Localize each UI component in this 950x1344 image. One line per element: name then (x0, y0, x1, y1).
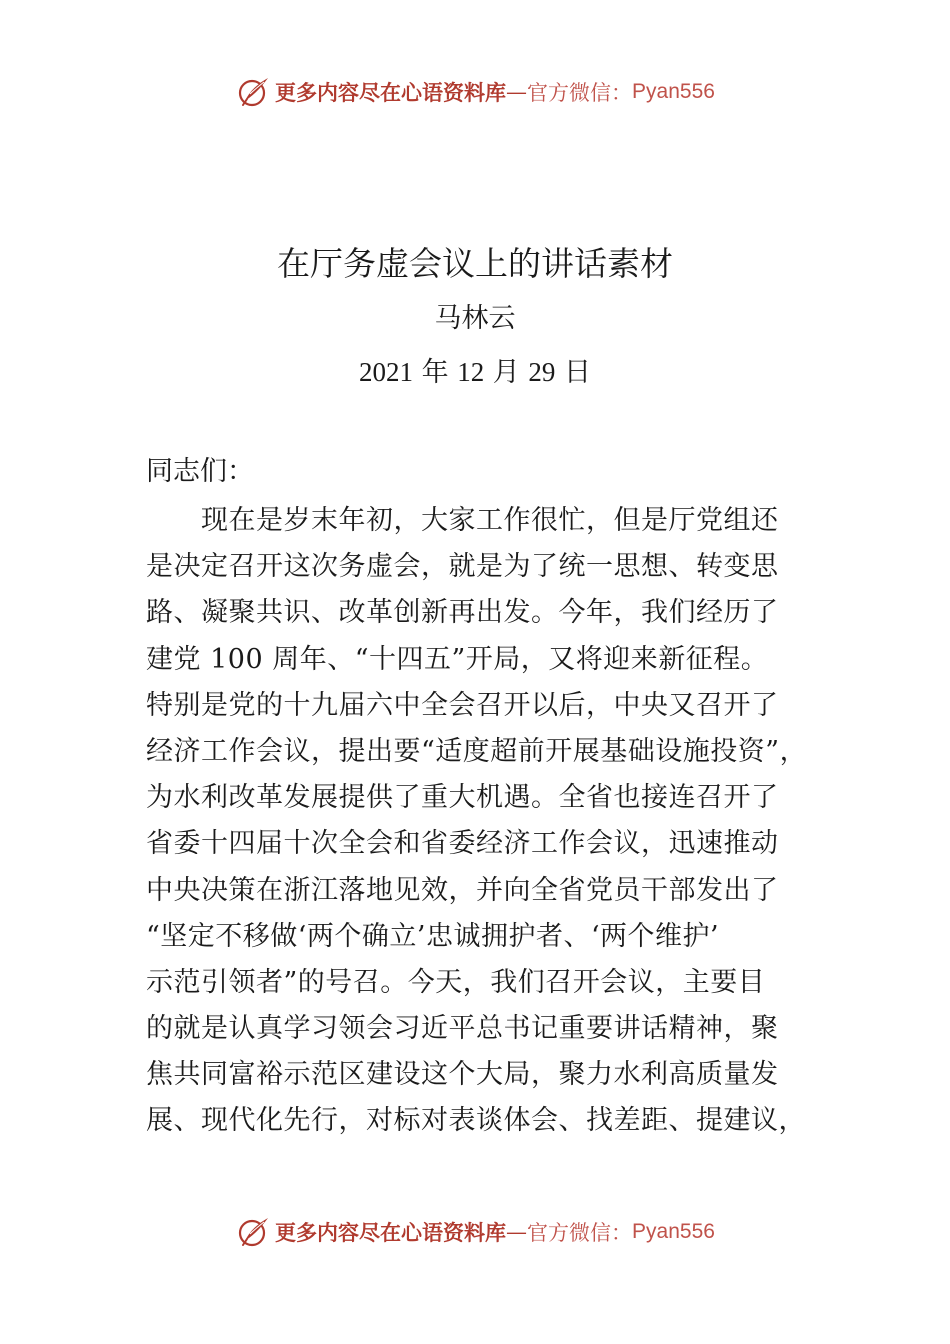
quill-pen-icon (235, 1214, 271, 1250)
date-month-unit: 月 (492, 357, 520, 388)
body-line: “坚定不移做‘两个确立’忠诚拥护者、‘两个维护’ (146, 920, 720, 952)
body-line: 示范引领者”的号召。今天，我们召开会议，主要目 (146, 966, 766, 998)
footer-watermark (0, 1210, 950, 1254)
body-line: 省委十四届十次全会和省委经济工作会议，迅速推动 (146, 828, 779, 860)
body-line: 现在是岁末年初，大家工作很忙，但是厅党组还 (146, 505, 779, 536)
body-line: 焦共同富裕示范区建设这个大局，聚力水利高质量发 (146, 1059, 779, 1091)
body-line: 展、现代化先行，对标对表谈体会、找差距、提建议， (146, 1105, 806, 1137)
watermark-dash: — (506, 80, 528, 104)
watermark-wechat-label: 官方微信： (527, 81, 633, 105)
body-paragraph (146, 498, 810, 1145)
date-day-unit: 日 (563, 357, 591, 388)
body-line: 为水利改革发展提供了重大机遇。全省也接连召开了 (146, 782, 779, 814)
watermark-wechat-id: Pyan556 (632, 80, 715, 103)
body-line: 的就是认真学习领会习近平总书记重要讲话精神，聚 (146, 1013, 779, 1045)
body-line: 经济工作会议，提出要“适度超前开展基础设施投资”， (146, 735, 808, 767)
document-author: 马林云 (434, 303, 516, 334)
header-watermark (0, 70, 950, 114)
watermark-wechat-id: Pyan556 (632, 1220, 715, 1243)
watermark-wechat-label: 官方微信： (527, 1221, 633, 1245)
document-title: 在厅务虚会议上的讲话素材 (277, 244, 673, 283)
body-line: 中央决策在浙江落地见效，并向全省党员干部发出了 (146, 874, 779, 906)
body-line: 特别是党的十九届六中全会召开以后，中央又召开了 (146, 689, 779, 721)
date-month: 12 (457, 357, 485, 387)
date-day: 29 (528, 357, 556, 387)
document-date (0, 349, 950, 396)
greeting: 同志们： (146, 456, 254, 487)
body-line: 建党 100 周年、“十四五”开局，又将迎来新征程。 (146, 643, 769, 675)
date-year-unit: 年 (421, 357, 449, 388)
date-year: 2021 (359, 357, 414, 387)
body-line: 是决定召开这次务虚会，就是为了统一思想、转变思 (146, 551, 779, 583)
watermark-dash: — (506, 1220, 528, 1244)
watermark-brand: 更多内容尽在心语资料库 (275, 80, 507, 105)
watermark-brand: 更多内容尽在心语资料库 (275, 1220, 507, 1245)
body-line: 路、凝聚共识、改革创新再出发。今年，我们经历了 (146, 597, 779, 629)
quill-pen-icon (235, 74, 271, 110)
